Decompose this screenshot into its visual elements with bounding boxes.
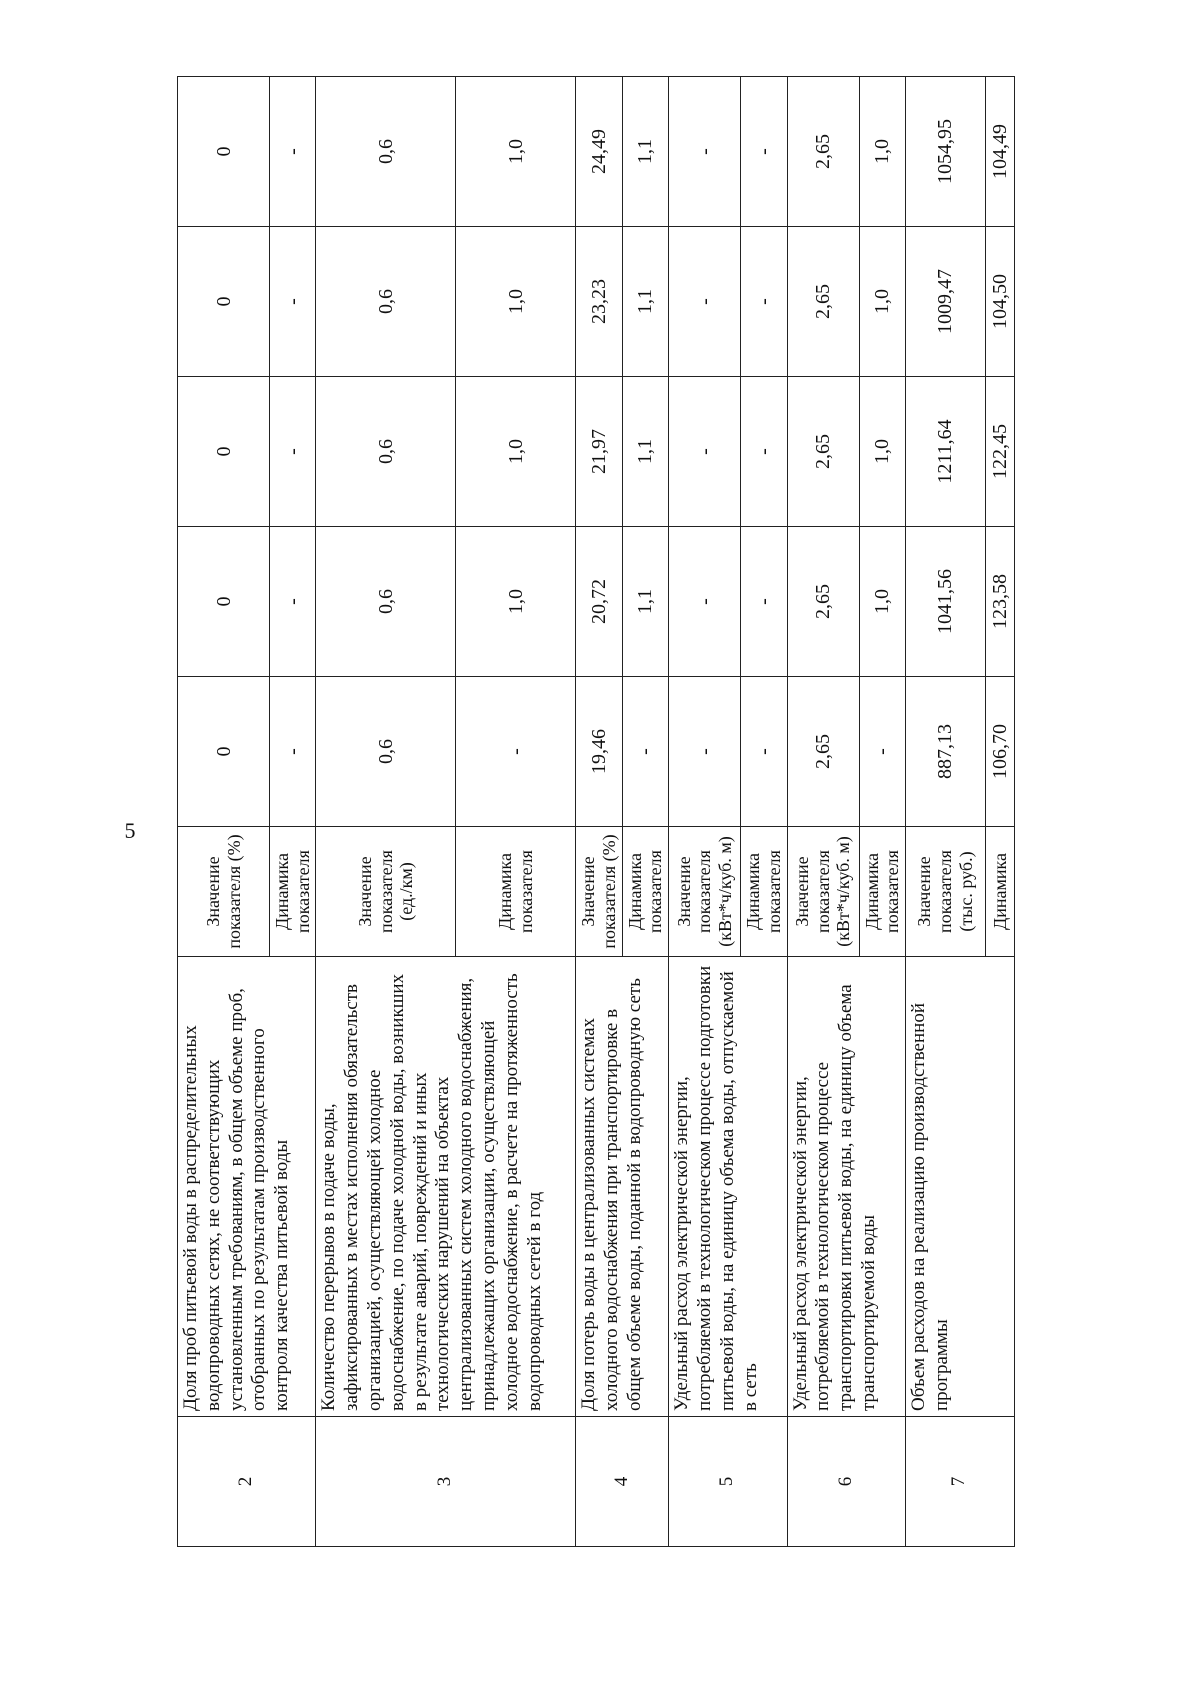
indicator-value: 1,0 xyxy=(859,377,905,527)
indicator-value: 0 xyxy=(178,227,270,377)
indicator-value: - xyxy=(741,527,787,677)
indicator-value: 1,0 xyxy=(859,227,905,377)
indicator-description: Объем расходов на реализацию производственной программы xyxy=(905,957,1014,1417)
indicator-value: 0,6 xyxy=(316,227,456,377)
indicator-value: - xyxy=(270,527,316,677)
row-number: 3 xyxy=(316,1417,576,1547)
indicator-unit: Динамика показателя xyxy=(622,827,668,957)
indicator-unit: Динамика показателя xyxy=(859,827,905,957)
indicator-value: - xyxy=(270,377,316,527)
indicator-value: 104,49 xyxy=(985,77,1014,227)
indicator-unit: Значение показателя (%) xyxy=(178,827,270,957)
indicator-value: - xyxy=(669,677,741,827)
indicator-value: 122,45 xyxy=(985,377,1014,527)
indicator-value: - xyxy=(622,677,668,827)
indicator-value: 1,1 xyxy=(622,227,668,377)
indicator-value: 1,0 xyxy=(859,77,905,227)
indicator-value: 1054,95 xyxy=(905,77,985,227)
indicator-value: 1,0 xyxy=(456,527,576,677)
indicator-value: 0 xyxy=(178,677,270,827)
indicator-value: 1211,64 xyxy=(905,377,985,527)
indicator-description: Удельный расход электрической энергии, потребляемой в технологическом процессе транспортировки питьевой воды, на единицу объема транспортируемой воды xyxy=(787,957,905,1417)
indicator-value: - xyxy=(741,377,787,527)
row-number: 7 xyxy=(905,1417,1014,1547)
indicator-description: Доля проб питьевой воды в распределительных водопроводных сетях, не соответствующих установленным требованиям, в общем объеме проб, отобранных по результатам производственного контроля качества питьевой воды xyxy=(178,957,316,1417)
indicator-unit: Значение показателя (кВт*ч/куб. м) xyxy=(787,827,859,957)
table-row xyxy=(905,77,985,1547)
indicator-value: - xyxy=(741,677,787,827)
table-row xyxy=(669,77,741,1547)
indicator-value: 104,50 xyxy=(985,227,1014,377)
indicator-value: - xyxy=(669,227,741,377)
page-number: 5 xyxy=(124,818,136,843)
indicator-value: - xyxy=(669,527,741,677)
indicator-value: 23,23 xyxy=(576,227,622,377)
indicator-value: 2,65 xyxy=(787,227,859,377)
indicator-value: 1,0 xyxy=(456,77,576,227)
indicator-value: 1009,47 xyxy=(905,227,985,377)
indicator-unit: Динамика показателя xyxy=(456,827,576,957)
indicator-description: Доля потерь воды в централизованных системах холодного водоснабжения при транспортировке в общем объеме воды, поданной в водопроводную сеть xyxy=(576,957,669,1417)
indicator-value: 21,97 xyxy=(576,377,622,527)
table-row xyxy=(316,77,456,1547)
row-number: 4 xyxy=(576,1417,669,1547)
indicator-value: - xyxy=(741,227,787,377)
indicator-value: 1,0 xyxy=(456,227,576,377)
indicator-value: - xyxy=(270,677,316,827)
row-number: 5 xyxy=(669,1417,787,1547)
row-number: 6 xyxy=(787,1417,905,1547)
indicator-value: 19,46 xyxy=(576,677,622,827)
indicator-value: 2,65 xyxy=(787,527,859,677)
table-row xyxy=(576,77,622,1547)
indicator-description: Удельный расход электрической энергии, потребляемой в технологическом процессе подготовки питьевой воды, на единицу объема воды, отпускаемой в сеть xyxy=(669,957,787,1417)
indicator-unit: Динамика показателя xyxy=(270,827,316,957)
indicator-value: 24,49 xyxy=(576,77,622,227)
indicator-value: 1,1 xyxy=(622,77,668,227)
indicator-value: 20,72 xyxy=(576,527,622,677)
indicator-value: - xyxy=(270,227,316,377)
indicator-value: - xyxy=(669,77,741,227)
indicator-unit: Значение показателя (тыс. руб.) xyxy=(905,827,985,957)
indicator-value: 1041,56 xyxy=(905,527,985,677)
indicator-value: 0 xyxy=(178,77,270,227)
indicator-description: Количество перерывов в подаче воды, зафиксированных в местах исполнения обязательств организацией, осуществляющей холодное водоснабжение, по подаче холодной воды, возникших в результате аварий, повреждений и иных технологических нарушений на объектах централизованных систем холодного водоснабжения, принадлежащих организации, осуществляющей холодное водоснабжение, в расчете на протяженность водопроводных сетей в год xyxy=(316,957,576,1417)
indicator-unit: Динамика показателя xyxy=(741,827,787,957)
indicator-value: 2,65 xyxy=(787,77,859,227)
indicator-value: 0 xyxy=(178,527,270,677)
rotated-table-container xyxy=(177,77,1082,1547)
indicators-table xyxy=(177,76,1015,1547)
indicator-value: - xyxy=(669,377,741,527)
indicator-value: 0 xyxy=(178,377,270,527)
indicator-value: 1,1 xyxy=(622,377,668,527)
indicator-unit: Значение показателя (кВт*ч/куб. м) xyxy=(669,827,741,957)
indicator-value: - xyxy=(456,677,576,827)
indicator-unit: Значение показателя (ед./км) xyxy=(316,827,456,957)
indicator-value: 0,6 xyxy=(316,377,456,527)
indicator-value: 2,65 xyxy=(787,377,859,527)
table-row xyxy=(787,77,859,1547)
indicator-value: 106,70 xyxy=(985,677,1014,827)
indicator-value: 1,0 xyxy=(456,377,576,527)
indicator-value: - xyxy=(859,677,905,827)
indicator-value: 0,6 xyxy=(316,77,456,227)
indicator-value: 1,0 xyxy=(859,527,905,677)
indicator-value: - xyxy=(741,77,787,227)
indicator-value: 2,65 xyxy=(787,677,859,827)
indicator-value: 1,1 xyxy=(622,527,668,677)
indicator-unit: Значение показателя (%) xyxy=(576,827,622,957)
indicator-value: - xyxy=(270,77,316,227)
table-row xyxy=(178,77,270,1547)
indicator-value: 123,58 xyxy=(985,527,1014,677)
indicator-value: 0,6 xyxy=(316,527,456,677)
indicator-unit: Динамика xyxy=(985,827,1014,957)
indicator-value: 887,13 xyxy=(905,677,985,827)
indicator-value: 0,6 xyxy=(316,677,456,827)
row-number: 2 xyxy=(178,1417,316,1547)
